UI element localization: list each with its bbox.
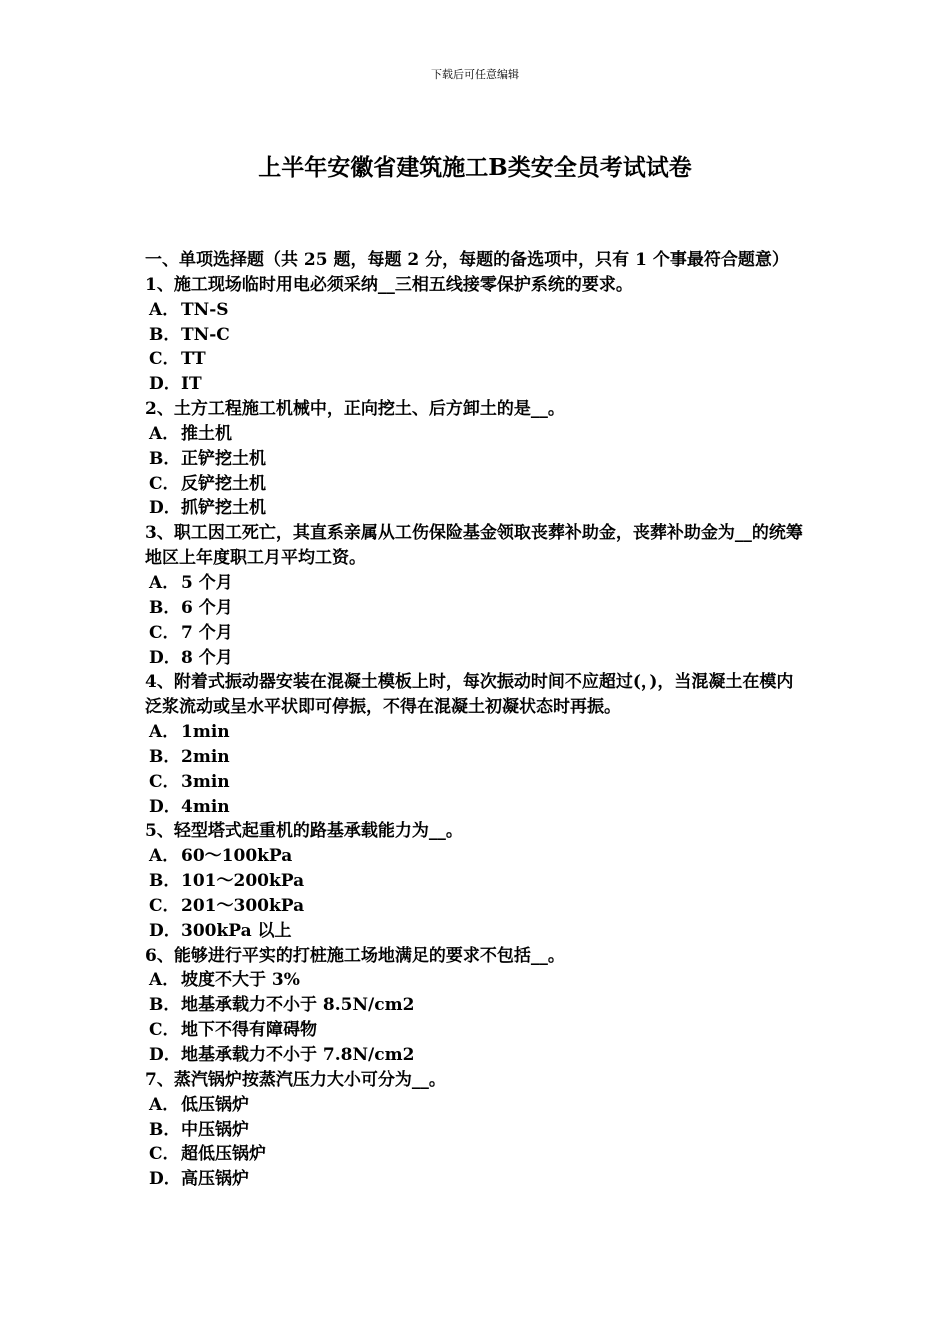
option-text: 地基承载力不小于 7.8N/cm2: [181, 1045, 415, 1065]
option-letter: A．: [149, 572, 180, 593]
question-stem: 7、蒸汽锅炉按蒸汽压力大小可分为__。: [145, 1069, 446, 1090]
answer-option: [145, 720, 810, 745]
option-letter: C．: [149, 895, 180, 916]
question-6: [145, 944, 810, 1068]
option-letter: B．: [149, 995, 181, 1016]
option-text: 4min: [181, 796, 230, 817]
question-7: [145, 1068, 810, 1192]
option-letter: D．: [149, 498, 181, 519]
option-letter: A．: [149, 722, 180, 743]
option-letter: B．: [149, 597, 181, 618]
answer-option: [145, 496, 810, 521]
question-2: [145, 397, 810, 521]
option-text: 抓铲挖土机: [181, 498, 266, 519]
document-title: 上半年安徽省建筑施工B类安全员考试试卷: [258, 154, 692, 181]
option-text: 300kPa 以上: [181, 920, 292, 941]
option-text: 201～300kPa: [181, 895, 305, 916]
answer-option: [145, 596, 810, 621]
answer-option: [145, 894, 810, 919]
answer-option: [145, 1118, 810, 1143]
option-letter: C．: [149, 1144, 180, 1165]
answer-option: [145, 472, 810, 497]
option-letter: D．: [149, 920, 181, 941]
option-text: IT: [181, 374, 202, 395]
option-letter: D．: [149, 374, 181, 395]
answer-option: [145, 745, 810, 770]
answer-option: [145, 422, 810, 447]
option-letter: B．: [149, 746, 181, 767]
option-letter: A．: [149, 846, 180, 867]
option-letter: B．: [149, 871, 181, 892]
exam-content: [145, 248, 810, 1192]
question-5: [145, 819, 810, 943]
answer-option: [145, 919, 810, 944]
option-text: 推土机: [181, 423, 232, 444]
answer-option: [145, 571, 810, 596]
answer-option: [145, 1018, 810, 1043]
option-letter: D．: [149, 1045, 181, 1065]
option-text: 101～200kPa: [181, 871, 305, 892]
option-letter: B．: [149, 448, 181, 469]
answer-option: [145, 869, 810, 894]
option-letter: C．: [149, 622, 180, 643]
answer-option: [145, 646, 810, 671]
option-text: 正铲挖土机: [181, 448, 266, 469]
section-heading: 一、单项选择题（共 25 题，每题 2 分，每题的备选项中，只有 1 个事最符合题意）: [145, 250, 789, 270]
answer-option: [145, 621, 810, 646]
option-text: 1min: [181, 722, 230, 743]
option-text: 高压锅炉: [181, 1169, 249, 1190]
option-text: 坡度不大于 3%: [181, 970, 300, 991]
question-stem: 3、职工因工死亡，其直系亲属从工伤保险基金领取丧葬补助金，丧葬补助金为__的统筹地区上年度职工月平均工资。: [145, 523, 803, 569]
answer-option: [145, 968, 810, 993]
question-3: [145, 521, 810, 670]
option-text: 地下不得有障碍物: [181, 1020, 317, 1041]
option-text: 反铲挖土机: [181, 473, 266, 494]
answer-option: [145, 298, 810, 323]
option-letter: C．: [149, 1020, 180, 1041]
question-list: [145, 273, 810, 1192]
option-text: 60～100kPa: [181, 846, 293, 867]
option-text: 7 个月: [181, 622, 233, 643]
option-letter: B．: [149, 1119, 181, 1140]
option-letter: C．: [149, 349, 180, 370]
answer-option: [145, 323, 810, 348]
question-stem: 4、附着式振动器安装在混凝土模板上时，每次振动时间不应超过(，)，当混凝土在模内泛浆流动或呈水平状即可停振，不得在混凝土初凝状态时再振。: [145, 672, 794, 718]
option-text: 超低压锅炉: [181, 1144, 266, 1165]
question-4: [145, 670, 810, 819]
answer-option: [145, 1043, 810, 1068]
option-text: TN-S: [181, 299, 229, 320]
option-text: 6 个月: [181, 597, 233, 618]
option-letter: A．: [149, 423, 180, 444]
answer-option: [145, 1167, 810, 1192]
answer-option: [145, 993, 810, 1018]
question-stem: 6、能够进行平实的打桩施工场地满足的要求不包括__。: [145, 945, 565, 966]
option-letter: A．: [149, 299, 180, 320]
option-letter: C．: [149, 771, 180, 792]
option-text: 2min: [181, 746, 230, 767]
option-letter: A．: [149, 970, 180, 991]
answer-option: [145, 447, 810, 472]
option-text: 低压锅炉: [181, 1094, 249, 1115]
option-letter: D．: [149, 1169, 181, 1190]
option-text: TN-C: [181, 324, 230, 345]
question-stem: 1、施工现场临时用电必须采纳__三相五线接零保护系统的要求。: [145, 274, 633, 295]
question-stem: 2、土方工程施工机械中，正向挖土、后方卸土的是__。: [145, 399, 565, 420]
question-stem: 5、轻型塔式起重机的路基承载能力为__。: [145, 821, 463, 842]
header-note: 下载后可任意编辑: [431, 68, 519, 81]
answer-option: [145, 372, 810, 397]
answer-option: [145, 1093, 810, 1118]
answer-option: [145, 1142, 810, 1167]
question-1: [145, 273, 810, 397]
answer-option: [145, 844, 810, 869]
answer-option: [145, 770, 810, 795]
option-text: 5 个月: [181, 572, 233, 593]
option-letter: D．: [149, 647, 181, 668]
option-text: 中压锅炉: [181, 1119, 249, 1140]
option-letter: B．: [149, 324, 181, 345]
option-letter: C．: [149, 473, 180, 494]
option-text: 地基承载力不小于 8.5N/cm2: [181, 995, 415, 1016]
option-text: 8 个月: [181, 647, 233, 668]
answer-option: [145, 795, 810, 820]
answer-option: [145, 347, 810, 372]
option-letter: A．: [149, 1094, 180, 1115]
option-text: TT: [181, 349, 206, 370]
option-letter: D．: [149, 796, 181, 817]
option-text: 3min: [181, 771, 230, 792]
